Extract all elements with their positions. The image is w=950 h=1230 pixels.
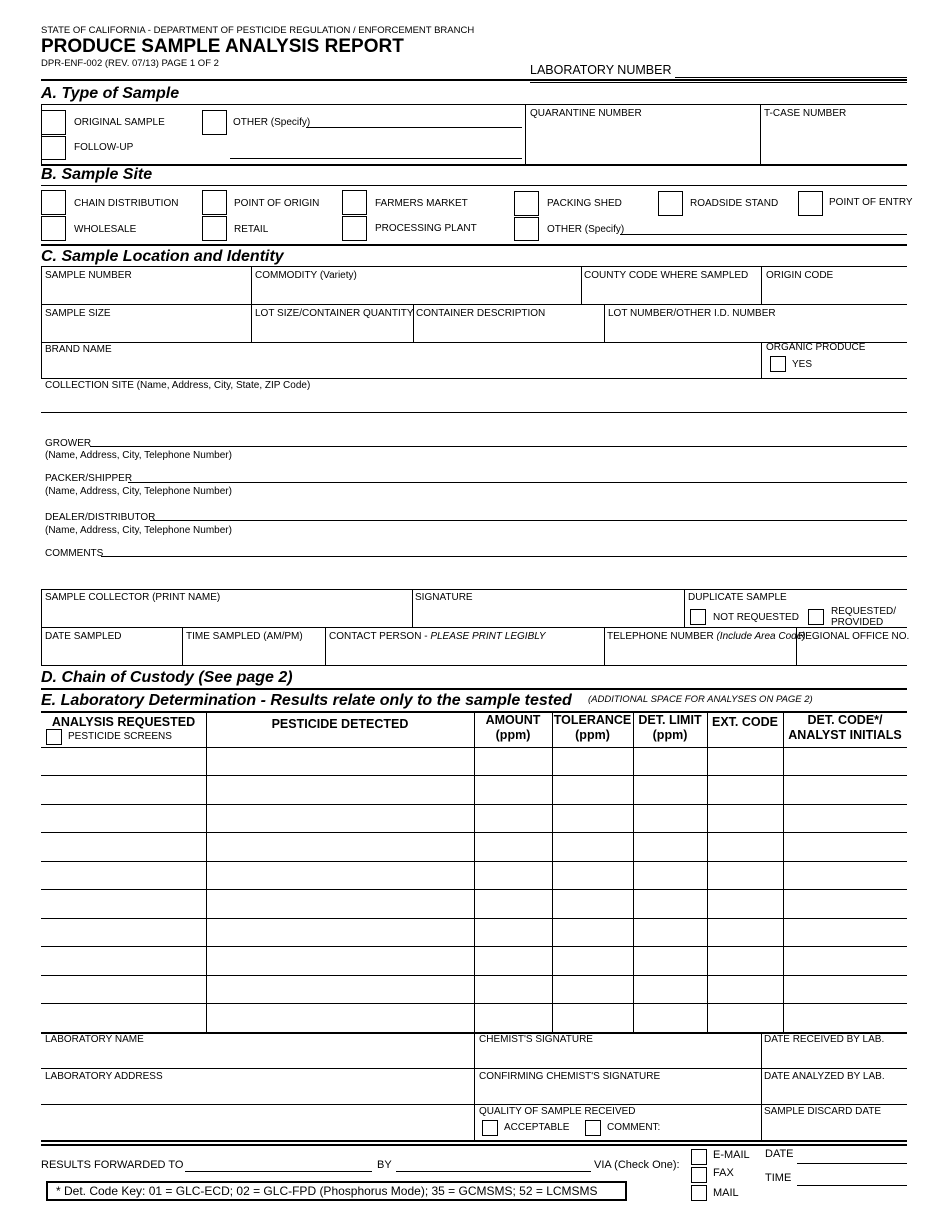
results-forwarded-label: RESULTS FORWARDED TO — [41, 1159, 184, 1171]
rule — [41, 1104, 907, 1105]
comment-label: COMMENT: — [607, 1122, 661, 1133]
rule — [761, 266, 762, 304]
results-forwarded-field[interactable] — [185, 1171, 372, 1172]
rule — [41, 104, 907, 105]
rule — [761, 1032, 762, 1140]
other-type-field-2[interactable] — [230, 158, 522, 159]
section-c-title: C. Sample Location and Identity — [41, 248, 284, 265]
grid-row-line — [41, 918, 907, 919]
chain-distribution-label: CHAIN DISTRIBUTION — [74, 198, 179, 209]
form-id: DPR-ENF-002 (REV. 07/13) PAGE 1 OF 2 — [41, 58, 219, 69]
other-type-label: OTHER (Specify) — [233, 117, 311, 128]
fax-label: FAX — [713, 1167, 734, 1179]
collection-site-field[interactable] — [41, 412, 907, 413]
regional-office-label: REGIONAL OFFICE NO. — [798, 631, 910, 642]
comments-label: COMMENTS — [45, 548, 104, 559]
pesticide-screens-label: PESTICIDE SCREENS — [68, 731, 172, 742]
acceptable-label: ACCEPTABLE — [504, 1122, 570, 1133]
rule — [41, 378, 907, 379]
dealer-field[interactable] — [150, 520, 907, 521]
rule — [525, 104, 526, 164]
grid-row-line — [41, 832, 907, 833]
rule — [760, 104, 761, 164]
lab-number-label: LABORATORY NUMBER — [530, 63, 672, 77]
grid-column-line — [707, 711, 708, 1032]
other-site-field[interactable] — [620, 234, 907, 235]
lot-number-label: LOT NUMBER/OTHER I.D. NUMBER — [608, 308, 776, 319]
provided-label: PROVIDED — [831, 617, 884, 628]
dealer-label: DEALER/DISTRIBUTOR — [45, 512, 156, 523]
det-code-header: DET. CODE*/ ANALYST INITIALS — [788, 713, 902, 742]
grid-row-line — [41, 775, 907, 776]
date-received-label: DATE RECEIVED BY LAB. — [764, 1034, 885, 1045]
packing-shed-checkbox[interactable] — [514, 191, 539, 216]
grid-row-line — [41, 804, 907, 805]
rule — [796, 627, 797, 665]
chemist-signature-label: CHEMIST'S SIGNATURE — [479, 1034, 593, 1045]
rule — [684, 589, 685, 627]
grower-field[interactable] — [90, 446, 907, 447]
mail-label: MAIL — [713, 1187, 739, 1199]
rule — [604, 304, 605, 342]
det-limit-header: DET. LIMIT (ppm) — [638, 713, 702, 742]
rule — [41, 244, 907, 246]
grid-row-line — [41, 975, 907, 976]
date-analyzed-label: DATE ANALYZED BY LAB. — [764, 1071, 885, 1082]
rule — [41, 665, 907, 666]
rule — [41, 79, 907, 81]
rule — [41, 304, 907, 305]
mail-checkbox[interactable] — [691, 1185, 707, 1201]
rule — [41, 589, 907, 590]
follow-up-label: FOLLOW-UP — [74, 142, 134, 153]
confirming-signature-label: CONFIRMING CHEMIST'S SIGNATURE — [479, 1071, 661, 1082]
lot-size-label: LOT SIZE/CONTAINER QUANTITY — [255, 308, 414, 319]
rule — [761, 342, 762, 378]
origin-code-label: ORIGIN CODE — [766, 270, 834, 281]
commodity-label: COMMODITY (Variety) — [255, 270, 357, 281]
rule — [412, 589, 413, 627]
point-of-entry-label: POINT OF ENTRY — [829, 197, 913, 208]
rule — [41, 266, 907, 267]
grid-column-line — [474, 711, 475, 1032]
time-label: TIME — [765, 1172, 792, 1184]
packer-label: PACKER/SHIPPER — [45, 473, 133, 484]
collector-label: SAMPLE COLLECTOR (PRINT NAME) — [45, 592, 221, 603]
fax-checkbox[interactable] — [691, 1167, 707, 1183]
chain-distribution-checkbox[interactable] — [41, 190, 66, 215]
sample-size-label: SAMPLE SIZE — [45, 308, 111, 319]
duplicate-sample-label: DUPLICATE SAMPLE — [688, 592, 787, 603]
brand-name-label: BRAND NAME — [45, 344, 112, 355]
wholesale-checkbox[interactable] — [41, 216, 66, 241]
follow-up-checkbox[interactable] — [41, 136, 66, 160]
tolerance-header: TOLERANCE (ppm) — [553, 713, 632, 742]
other-type-checkbox[interactable] — [202, 110, 227, 135]
point-of-origin-checkbox[interactable] — [202, 190, 227, 215]
not-requested-checkbox[interactable] — [690, 609, 706, 625]
rule — [413, 304, 414, 342]
container-description-label: CONTAINER DESCRIPTION — [416, 308, 546, 319]
email-checkbox[interactable] — [691, 1149, 707, 1165]
acceptable-checkbox[interactable] — [482, 1120, 498, 1136]
retail-label: RETAIL — [234, 224, 269, 235]
organic-yes-checkbox[interactable] — [770, 356, 786, 372]
grid-row-line — [41, 889, 907, 890]
quality-label: QUALITY OF SAMPLE RECEIVED — [479, 1106, 636, 1117]
section-d-title: D. Chain of Custody (See page 2) — [41, 669, 293, 686]
processing-plant-checkbox[interactable] — [342, 216, 367, 241]
pesticide-screens-checkbox[interactable] — [46, 729, 62, 745]
section-e-title: E. Laboratory Determination - Results relate only to the sample tested — [41, 692, 572, 709]
grid-row-line — [41, 861, 907, 862]
farmers-market-label: FARMERS MARKET — [375, 198, 468, 209]
discard-date-label: SAMPLE DISCARD DATE — [764, 1106, 882, 1117]
grid-column-line — [552, 711, 553, 1032]
collection-site-label: COLLECTION SITE (Name, Address, City, State, ZIP Code) — [45, 380, 311, 391]
original-sample-checkbox[interactable] — [41, 110, 66, 135]
section-b-title: B. Sample Site — [41, 166, 153, 183]
rule — [41, 1144, 907, 1146]
quarantine-label: QUARANTINE NUMBER — [530, 108, 642, 119]
original-sample-label: ORIGINAL SAMPLE — [74, 117, 165, 128]
rule — [530, 82, 907, 83]
time-field[interactable] — [797, 1185, 907, 1186]
by-label: BY — [377, 1159, 392, 1171]
time-sampled-label: TIME SAMPLED (AM/PM) — [186, 631, 303, 642]
organic-produce-label: ORGANIC PRODUCE — [766, 342, 866, 353]
other-type-field[interactable] — [306, 127, 522, 128]
rule — [41, 688, 907, 690]
form-title: PRODUCE SAMPLE ANALYSIS REPORT — [41, 36, 404, 57]
other-site-label: OTHER (Specify) — [547, 224, 625, 235]
det-code-key: * Det. Code Key: 01 = GLC-ECD; 02 = GLC-FPD (Phosphorus Mode); 35 = GCMSMS; 52 = LCMSMS — [46, 1181, 627, 1201]
grower-label: GROWER — [45, 438, 92, 449]
other-site-checkbox[interactable] — [514, 217, 539, 241]
lab-address-label: LABORATORY ADDRESS — [45, 1071, 163, 1082]
wholesale-label: WHOLESALE — [74, 224, 137, 235]
sample-number-label: SAMPLE NUMBER — [45, 270, 132, 281]
rule — [474, 1032, 475, 1140]
date-field[interactable] — [797, 1163, 907, 1164]
contact-person-label: CONTACT PERSON - PLEASE PRINT LEGIBLY — [329, 631, 546, 642]
pesticide-detected-header: PESTICIDE DETECTED — [271, 717, 409, 731]
section-a-title: A. Type of Sample — [41, 85, 180, 102]
ext-code-header: EXT. CODE — [712, 715, 778, 729]
point-of-entry-checkbox[interactable] — [798, 191, 823, 216]
farmers-market-checkbox[interactable] — [342, 190, 367, 215]
comment-checkbox[interactable] — [585, 1120, 601, 1136]
organic-yes-label: YES — [792, 359, 813, 370]
lab-number-field[interactable] — [675, 77, 907, 78]
email-label: E-MAIL — [713, 1149, 750, 1161]
grid-column-line — [206, 711, 207, 1032]
packer-sub-label: (Name, Address, City, Telephone Number) — [45, 486, 232, 497]
roadside-stand-label: ROADSIDE STAND — [690, 198, 779, 209]
date-sampled-label: DATE SAMPLED — [45, 631, 122, 642]
additional-space-note: (ADDITIONAL SPACE FOR ANALYSES ON PAGE 2) — [588, 694, 813, 705]
county-code-label: COUNTY CODE WHERE SAMPLED — [584, 270, 749, 281]
packer-field[interactable] — [128, 482, 907, 483]
point-of-origin-label: POINT OF ORIGIN — [234, 198, 320, 209]
tcase-label: T-CASE NUMBER — [764, 108, 847, 119]
via-label: VIA (Check One): — [594, 1159, 680, 1171]
lab-name-label: LABORATORY NAME — [45, 1034, 144, 1045]
agency-line: STATE OF CALIFORNIA - DEPARTMENT OF PESTICIDE REGULATION / ENFORCEMENT BRANCH — [41, 25, 475, 36]
grower-sub-label: (Name, Address, City, Telephone Number) — [45, 450, 232, 461]
packing-shed-label: PACKING SHED — [547, 198, 622, 209]
grid-row-line — [41, 747, 907, 748]
amount-header: AMOUNT (ppm) — [485, 713, 541, 742]
comments-field[interactable] — [101, 556, 907, 557]
analysis-requested-header: ANALYSIS REQUESTED — [51, 715, 196, 729]
grid-column-line — [783, 711, 784, 1032]
dealer-sub-label: (Name, Address, City, Telephone Number) — [45, 525, 232, 536]
rule — [41, 1068, 907, 1069]
grid-row-line — [41, 946, 907, 947]
by-field[interactable] — [396, 1171, 591, 1172]
rule — [41, 266, 42, 378]
not-requested-label: NOT REQUESTED — [713, 612, 799, 623]
grid-row-line — [41, 1003, 907, 1004]
rule — [41, 164, 907, 166]
roadside-stand-checkbox[interactable] — [658, 191, 683, 216]
processing-plant-label: PROCESSING PLANT — [375, 223, 477, 234]
rule — [41, 185, 907, 186]
rule — [41, 627, 907, 628]
retail-checkbox[interactable] — [202, 216, 227, 241]
telephone-label: TELEPHONE NUMBER (Include Area Code) — [607, 631, 806, 642]
rule — [581, 266, 582, 304]
rule — [182, 627, 183, 665]
grid-column-line — [633, 711, 634, 1032]
rule — [41, 1140, 907, 1142]
requested-label: REQUESTED/ — [831, 606, 897, 617]
requested-checkbox[interactable] — [808, 609, 824, 625]
rule — [604, 627, 605, 665]
rule — [325, 627, 326, 665]
date-label: DATE — [765, 1148, 794, 1160]
signature-label: SIGNATURE — [415, 592, 473, 603]
